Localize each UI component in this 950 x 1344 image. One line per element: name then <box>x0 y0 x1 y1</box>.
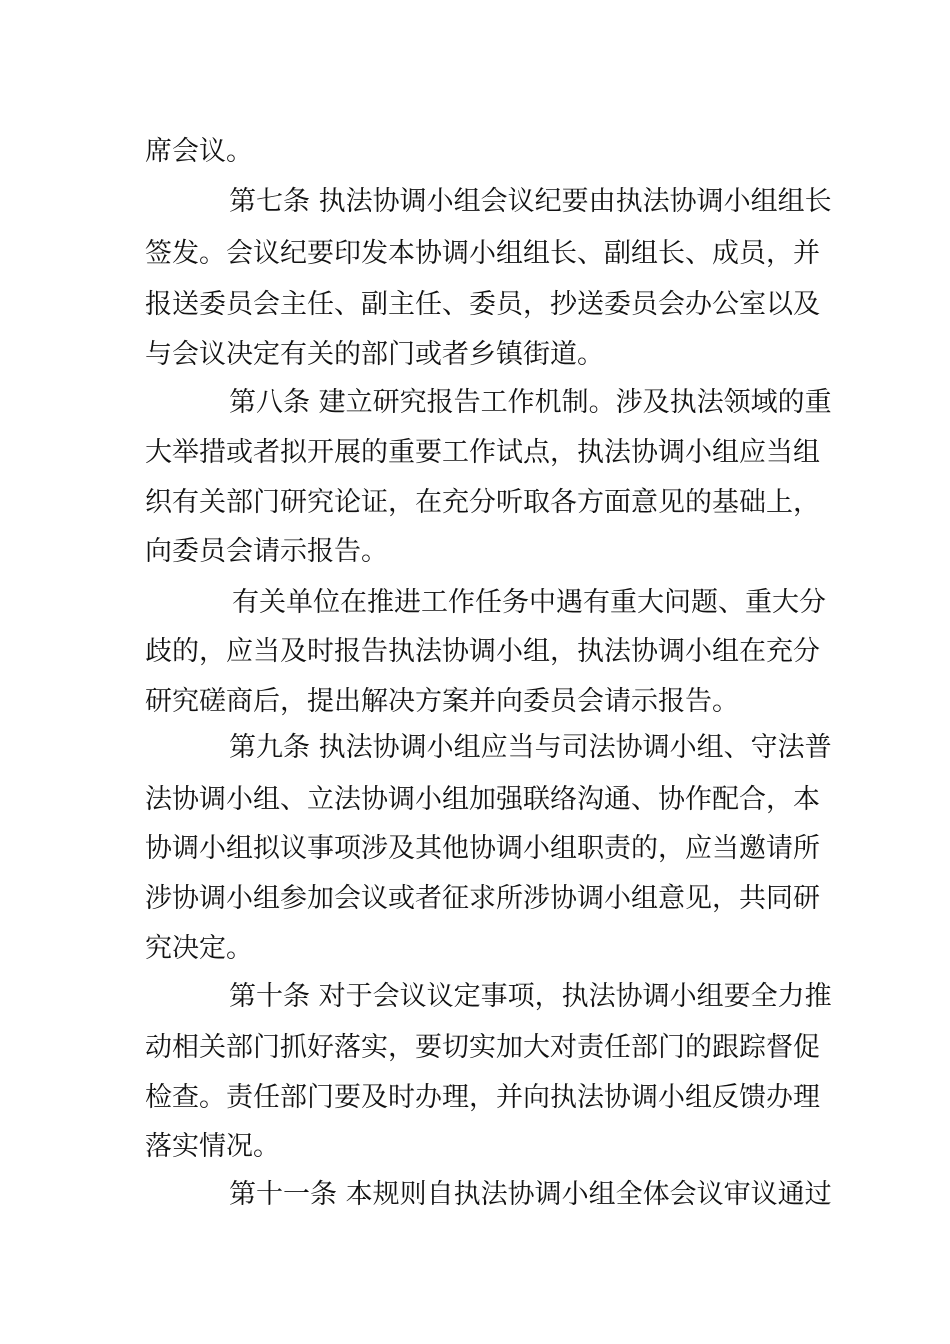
text-line: 落实情况。 <box>145 1131 280 1162</box>
text-line: 签发。会议纪要印发本协调小组组长、副组长、成员，并 <box>145 238 820 269</box>
text-line: 席会议。 <box>145 136 253 167</box>
article-9-heading-line: 第九条 执法协调小组应当与司法协调小组、守法普 <box>229 732 832 763</box>
text-line: 大举措或者拟开展的重要工作试点，执法协调小组应当组 <box>145 437 820 468</box>
text-line: 检查。责任部门要及时办理，并向执法协调小组反馈办理 <box>145 1082 820 1113</box>
article-7-heading-line: 第七条 执法协调小组会议纪要由执法协调小组组长 <box>229 186 832 217</box>
text-line: 究决定。 <box>145 933 253 964</box>
text-line: 协调小组拟议事项涉及其他协调小组职责的，应当邀请所 <box>145 833 820 864</box>
text-line: 涉协调小组参加会议或者征求所涉协调小组意见，共同研 <box>145 883 820 914</box>
text-line: 向委员会请示报告。 <box>145 536 388 567</box>
text-line: 织有关部门研究论证，在充分听取各方面意见的基础上， <box>145 487 820 518</box>
article-8-heading-line: 第八条 建立研究报告工作机制。涉及执法领域的重 <box>229 387 832 418</box>
paragraph-start-line: 有关单位在推进工作任务中遇有重大问题、重大分 <box>232 587 826 618</box>
text-line: 法协调小组、立法协调小组加强联络沟通、协作配合，本 <box>145 784 820 815</box>
article-10-heading-line: 第十条 对于会议议定事项，执法协调小组要全力推 <box>229 981 832 1012</box>
article-11-heading-line: 第十一条 本规则自执法协调小组全体会议审议通过 <box>229 1179 832 1210</box>
text-line: 动相关部门抓好落实，要切实加大对责任部门的跟踪督促 <box>145 1032 820 1063</box>
text-line: 报送委员会主任、副主任、委员，抄送委员会办公室以及 <box>145 289 820 320</box>
text-line: 与会议决定有关的部门或者乡镇街道。 <box>145 339 604 370</box>
text-line: 研究磋商后，提出解决方案并向委员会请示报告。 <box>145 686 739 717</box>
text-line: 歧的，应当及时报告执法协调小组，执法协调小组在充分 <box>145 636 820 667</box>
